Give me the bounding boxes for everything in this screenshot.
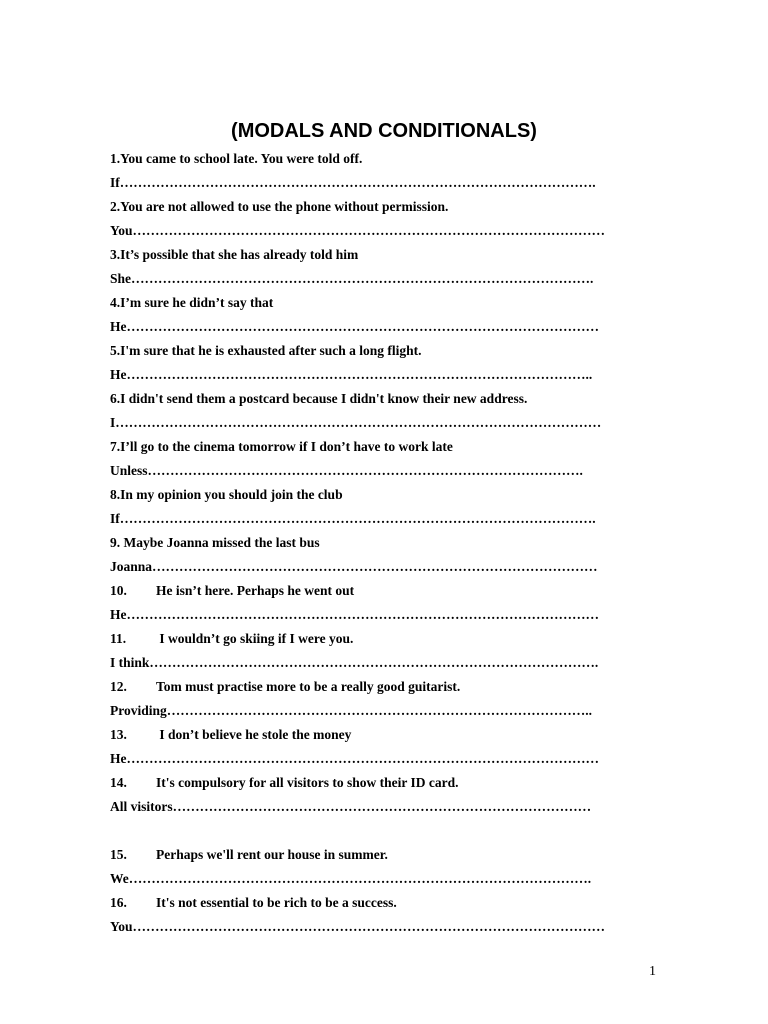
page-number: 1 <box>649 964 656 979</box>
question-number: 11. <box>110 631 127 646</box>
question-6-prompt: 6.I didn't send them a postcard because I didn't know their new address. <box>110 391 528 406</box>
question-3-answer-line: She…………………………………………………………………………………………. <box>110 271 594 286</box>
question-9-answer-line: Joanna……………………………………………………………………………………… <box>110 559 598 574</box>
question-13-answer-line: He…………………………………………………………………………………………… <box>110 751 599 766</box>
question-12-answer-line: Providing………………………………………………………………………………….. <box>110 703 593 718</box>
question-2-prompt: 2.You are not allowed to use the phone without permission. <box>110 199 449 214</box>
question-10-prompt <box>110 582 354 599</box>
question-number: 15. <box>110 847 127 862</box>
question-6-answer-line: I……………………………………………………………………………………………… <box>110 415 602 430</box>
question-10-answer-line: He…………………………………………………………………………………………… <box>110 607 599 622</box>
question-13-prompt <box>110 726 351 743</box>
question-3-prompt: 3.It’s possible that she has already told him <box>110 247 359 262</box>
question-number: 12. <box>110 679 127 694</box>
question-15-prompt <box>110 846 388 863</box>
question-7-prompt: 7.I’ll go to the cinema tomorrow if I don’t have to work late <box>110 439 453 454</box>
question-number: 14. <box>110 775 127 790</box>
question-number: 13. <box>110 727 127 742</box>
question-16-answer-line: You…………………………………………………………………………………………… <box>110 919 606 934</box>
question-text: It's not essential to be rich to be a success. <box>156 895 397 910</box>
question-11-answer-line: I think………………………………………………………………………………………. <box>110 655 599 670</box>
question-number: 16. <box>110 895 127 910</box>
question-1-prompt: 1.You came to school late. You were told off. <box>110 151 363 166</box>
question-9-prompt: 9. Maybe Joanna missed the last bus <box>110 535 320 550</box>
question-text: I wouldn’t go skiing if I were you. <box>156 631 354 646</box>
question-text: I don’t believe he stole the money <box>156 727 352 742</box>
question-15-answer-line: We…………………………………………………………………………………………. <box>110 871 592 886</box>
question-text: It's compulsory for all visitors to show their ID card. <box>156 775 459 790</box>
question-text: Tom must practise more to be a really good guitarist. <box>156 679 461 694</box>
page-title: (MODALS AND CONDITIONALS) <box>231 120 537 142</box>
question-text: Perhaps we'll rent our house in summer. <box>156 847 388 862</box>
question-14-answer-line: All visitors………………………………………………………………………………… <box>110 799 592 814</box>
question-2-answer-line: You…………………………………………………………………………………………… <box>110 223 606 238</box>
question-4-prompt: 4.I’m sure he didn’t say that <box>110 295 274 310</box>
question-text: He isn’t here. Perhaps he went out <box>156 583 355 598</box>
question-11-prompt <box>110 630 353 647</box>
question-12-prompt <box>110 678 460 695</box>
question-number: 10. <box>110 583 127 598</box>
question-7-answer-line: Unless……………………………………………………………………………………. <box>110 463 583 478</box>
question-16-prompt <box>110 894 397 911</box>
question-4-answer-line: He…………………………………………………………………………………………… <box>110 319 599 334</box>
question-5-prompt: 5.I'm sure that he is exhausted after such a long flight. <box>110 343 422 358</box>
question-5-answer-line: He………………………………………………………………………………………….. <box>110 367 593 382</box>
question-14-prompt <box>110 774 459 791</box>
question-1-answer-line: If……………………………………………………………………………………………. <box>110 175 596 190</box>
question-8-prompt: 8.In my opinion you should join the club <box>110 487 343 502</box>
question-8-answer-line: If……………………………………………………………………………………………. <box>110 511 596 526</box>
